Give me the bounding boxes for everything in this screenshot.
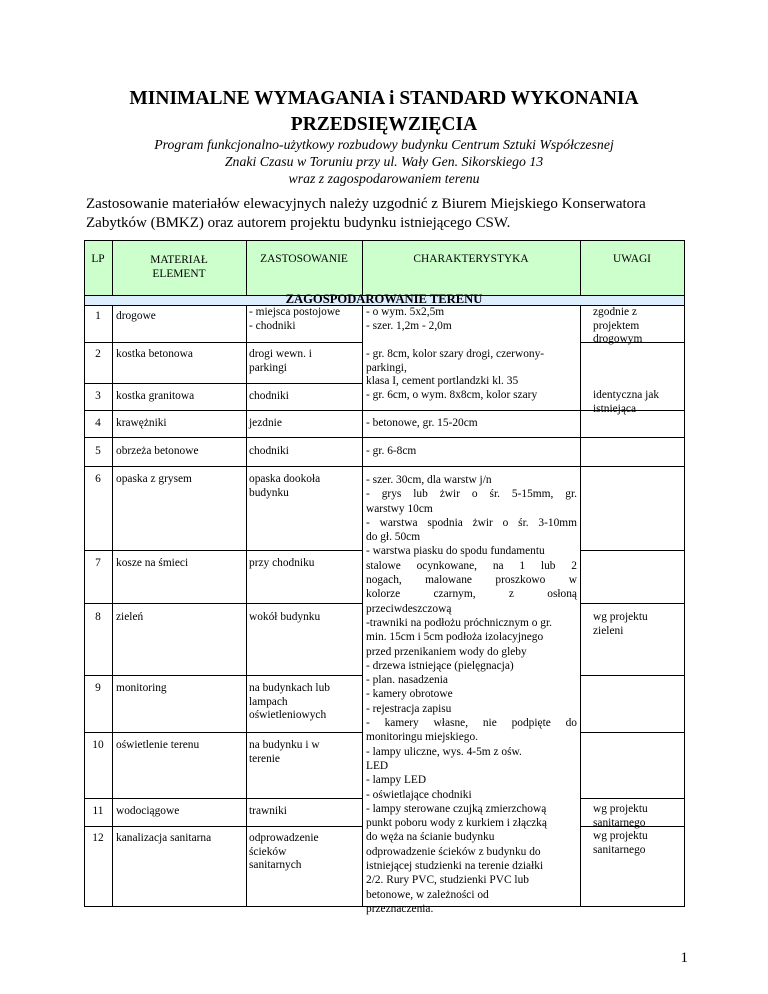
char-line: kolorze czarnym, z osłoną (366, 588, 577, 601)
table-vline (362, 305, 363, 907)
uwagi-line: sanitarnego (593, 816, 646, 829)
uwagi-row-3 (593, 389, 659, 416)
char-line: 2/2. Rury PVC, studzienki PVC lub (366, 874, 529, 887)
row-zastosowanie: chodniki (249, 445, 289, 457)
row-material: opaska z grysem (116, 473, 192, 485)
row-zastosowanie: przy chodniku (249, 557, 315, 569)
row-zastosowanie: jezdnie (249, 417, 282, 429)
char-line: - oświetlające chodniki (366, 788, 472, 801)
row-lp: 10 (92, 739, 104, 751)
header-lp: LP (91, 253, 105, 265)
table-vline (362, 240, 363, 296)
row-zastosowanie: trawniki (249, 805, 287, 817)
char-line: betonowe, w zależności od (366, 888, 489, 901)
row-material: zieleń (116, 611, 144, 623)
row-zastosowanie (249, 306, 340, 333)
uwagi-line: identyczna jak (593, 389, 660, 401)
zast-line: na budynku i w (249, 739, 320, 751)
char-line: przed przenikaniem wody do gleby (366, 645, 527, 658)
char-line: - drzewa istniejące (pielęgnacja) (366, 659, 514, 672)
zast-line: sanitarnych (249, 859, 302, 871)
row-material: kosze na śmieci (116, 557, 189, 569)
table-line (580, 550, 685, 551)
uwagi-line: drogowym (593, 333, 643, 345)
zast-line: opaska dookoła (249, 473, 321, 485)
zast-line: odprowadzenie (249, 832, 319, 844)
header-zastosowanie: ZASTOSOWANIE (260, 253, 348, 265)
table-line (84, 240, 685, 241)
table-line (84, 342, 363, 343)
row-lp: 3 (95, 390, 101, 402)
char-line: punkt poboru wody z kurkiem i złączką (366, 817, 547, 830)
table-vline (246, 305, 247, 907)
uwagi-line: istniejąca (593, 402, 637, 415)
zast-line: budynku (249, 486, 289, 499)
table-line (84, 603, 363, 604)
uwagi-line: wg projektu (593, 611, 648, 623)
char-line: stalowe ocynkowane, na 1 lub 2 (366, 559, 577, 572)
char-line: min. 15cm i 5cm podłoża izolacyjnego (366, 631, 544, 644)
title-line-2: PRZEDSIĘWZIĘCIA (290, 114, 478, 135)
uwagi-line: zgodnie z (593, 306, 637, 318)
uwagi-line: sanitarnego (593, 843, 646, 856)
char-line: do gł. 50cm (366, 531, 421, 544)
char-line: - lampy LED (366, 774, 427, 787)
row-lp: 5 (95, 445, 101, 457)
zast-line: terenie (249, 752, 280, 765)
char-line: - o wym. 5x2,5m (366, 306, 445, 318)
table-line (84, 798, 363, 799)
row-lp: 12 (92, 832, 104, 844)
row-lp: 8 (95, 611, 101, 623)
charakterystyka-block-c (366, 473, 577, 916)
char-line: - lampy sterowane czujką zmierzchową (366, 802, 547, 815)
row-zastosowanie (249, 682, 330, 723)
section-header: ZAGOSPODAROWANIE TERENU (285, 292, 483, 306)
row-zastosowanie: chodniki (249, 390, 289, 402)
row-material: monitoring (116, 682, 167, 694)
char-line: - kamery obrotowe (366, 688, 453, 701)
row-lp: 9 (95, 682, 101, 694)
row-material: kostka granitowa (116, 390, 195, 402)
table-line (84, 826, 363, 827)
char-line: - betonowe, gr. 15-20cm (366, 417, 478, 429)
char-line: - gr. 8cm, kolor szary drogi, czerwony- (366, 348, 545, 360)
row-material: oświetlenie terenu (116, 739, 200, 751)
page-number: 1 (680, 950, 688, 966)
header-material-line-2: ELEMENT (152, 268, 206, 280)
table-line (84, 550, 363, 551)
row-material: wodociągowe (116, 805, 180, 817)
table-vline (246, 240, 247, 296)
intro-paragraph: Zastosowanie materiałów elewacyjnych należy uzgodnić z Biurem Miejskiego Konserwatora Zabytków (BMKZ) oraz autorem projektu budynku istniejącego CSW. (86, 196, 646, 231)
uwagi-line: projektem (593, 319, 640, 332)
char-line: do węża na ścianie budynku (366, 831, 495, 844)
row-lp: 2 (95, 348, 101, 360)
row-zastosowanie: wokół budynku (249, 611, 321, 623)
char-line: - szer. 30cm, dla warstw j/n (366, 474, 492, 486)
document-title (60, 86, 708, 138)
char-line: - grys lub żwir o śr. 5-15mm, gr. (366, 488, 577, 501)
char-line: - gr. 6cm, o wym. 8x8cm, kolor szary (366, 388, 538, 401)
document-subtitle (80, 136, 688, 187)
header-uwagi: UWAGI (613, 253, 651, 265)
char-line: - warstwa piasku do spodu fundamentu (366, 545, 545, 558)
title-line-1: MINIMALNE WYMAGANIA i STANDARD WYKONANIA (129, 88, 639, 109)
uwagi-row-11 (593, 803, 648, 830)
uwagi-row-1 (593, 306, 642, 347)
subtitle-line-2: Znaki Czasu w Toruniu przy ul. Wały Gen. Sikorskiego 13 (224, 154, 544, 169)
subtitle-line-3: wraz z zagospodarowaniem terenu (288, 171, 480, 186)
uwagi-row-12 (593, 830, 648, 857)
row-lp: 11 (92, 805, 104, 817)
char-line: monitoringu miejskiego. (366, 731, 478, 744)
charakterystyka-block-a (366, 306, 577, 333)
table-line (84, 675, 363, 676)
table-line (84, 732, 363, 733)
char-line: -trawniki na podłożu próchnicznym o gr. (366, 616, 552, 629)
table-line (84, 383, 363, 384)
char-line: parkingi, (366, 361, 407, 374)
char-line: - szer. 1,2m - 2,0m (366, 319, 452, 332)
header-material-line-1: MATERIAŁ (150, 254, 208, 266)
row-material: obrzeża betonowe (116, 445, 199, 457)
header-charakterystyka: CHARAKTERYSTYKA (413, 253, 529, 265)
table-vline (112, 305, 113, 907)
row-zastosowanie (249, 473, 320, 500)
char-line: istniejącej studzienki na terenie działki (366, 860, 544, 873)
table-line (580, 603, 685, 604)
char-line: nogach, malowane proszkowo w (366, 574, 577, 587)
char-line: warstwy 10cm (366, 502, 433, 515)
row-zastosowanie (249, 832, 319, 873)
table-line (580, 798, 685, 799)
char-line: LED (366, 759, 389, 772)
zast-line: drogi wewn. i (249, 348, 312, 360)
row-zastosowanie (249, 739, 320, 766)
char-line: - lampy uliczne, wys. 4-5m z ośw. (366, 745, 522, 758)
row-lp: 6 (95, 473, 101, 485)
zast-line: ścieków (249, 845, 287, 858)
table-line (580, 675, 685, 676)
row-lp: 1 (95, 310, 101, 322)
uwagi-row-8 (593, 611, 648, 638)
row-lp: 4 (95, 417, 101, 429)
charakterystyka-block-b (366, 348, 577, 402)
uwagi-line: zieleni (593, 624, 624, 637)
char-line: przeznaczenia. (366, 902, 434, 915)
table-vline (580, 240, 581, 296)
row-zastosowanie (249, 348, 312, 375)
row-material: drogowe (116, 310, 156, 322)
char-line: - gr. 6-8cm (366, 445, 417, 457)
row-material: kostka betonowa (116, 348, 193, 360)
table-line (580, 732, 685, 733)
subtitle-line-1: Program funkcjonalno-użytkowy rozbudowy budynku Centrum Sztuki Współczesnej (154, 137, 614, 152)
zast-line: parkingi (249, 361, 287, 374)
zast-line: - chodniki (249, 319, 296, 332)
table-vline (684, 240, 685, 907)
table-line (84, 466, 685, 467)
zast-line: oświetleniowych (249, 709, 327, 721)
header-material (112, 253, 246, 281)
char-line: klasa I, cement portlandzki kl. 35 (366, 375, 519, 387)
char-line: przeciwdeszczową (366, 602, 452, 615)
char-line: - plan. nasadzenia (366, 674, 448, 687)
row-lp: 7 (95, 557, 101, 569)
char-line: - kamery własne, nie podpięte do (366, 717, 577, 730)
uwagi-line: wg projektu (593, 830, 648, 842)
char-line: - warstwa spodnia żwir o śr. 3-10mm (366, 516, 577, 529)
row-material: krawężniki (116, 417, 167, 429)
table-line (84, 437, 685, 438)
row-material: kanalizacja sanitarna (116, 832, 212, 844)
char-line: odprowadzenie ścieków z budynku do (366, 845, 541, 858)
zast-line: na budynkach lub (249, 682, 330, 694)
zast-line: - miejsca postojowe (249, 306, 341, 318)
table-vline (580, 305, 581, 907)
char-line: - rejestracja zapisu (366, 702, 452, 715)
uwagi-line: wg projektu (593, 803, 648, 815)
zast-line: lampach (249, 695, 288, 708)
